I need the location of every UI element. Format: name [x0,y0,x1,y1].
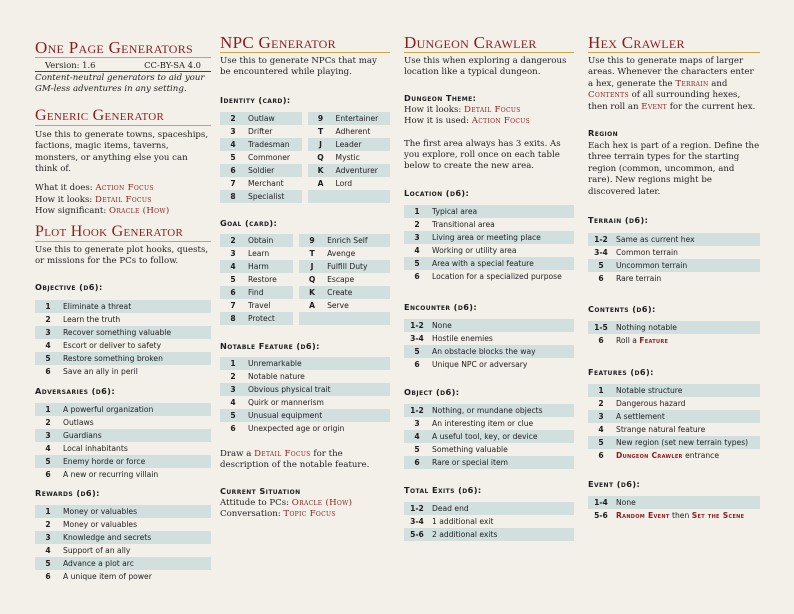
oracle-how-link[interactable]: Oracle (How) [109,206,170,217]
table-row: 3-4 Hostile enemies [410,333,493,343]
table-row: 4 A useful tool, key, or device [404,430,574,443]
table-row: 5 Restore something broken [35,352,211,365]
table-row: 6 Unexpected age or origin [230,423,345,433]
table-row: 5-6 Random Event then Set the Scene [594,511,745,521]
table-row: 7 Travel A Serve [230,300,349,310]
npc-intro: Use this to generate NPCs that may be encountered while playing. [220,56,377,78]
area-instruction: The first area always has 3 exits. As you explore, roll once on each table below to create the new area. [404,138,561,172]
exits-table [404,502,574,541]
location-heading: Location (d6): [404,187,470,198]
table-row: 1-2 Dead end [404,502,574,515]
table-row: 3 Knowledge and secrets [35,531,211,544]
table-row: 1-2 Nothing, or mundane objects [404,404,574,417]
table-row: 1-2 Same as current hex [588,233,760,246]
event-table [588,496,760,522]
plot-intro: Use this to generate plot hooks, quests, or missions for the PCs to follow. [35,244,209,267]
table-row: 6 A new or recurring villain [45,470,159,480]
encounter-table [404,319,574,371]
table-row: 2 Transitional area [414,219,495,229]
table-row: 1 Typical area [404,205,574,218]
table-row: 1 Notable structure [588,384,760,397]
contents-link[interactable]: Contents [588,90,629,101]
table-row: 6 Unique NPC or adversary [414,359,528,369]
table-row: 4 Tradesman J Leader [220,138,390,151]
npc-generator-title: NPC Generator [220,33,390,53]
table-row: 5 An obstacle blocks the way [404,345,574,358]
table-row: 3 Drifter T Adherent [230,126,371,136]
features-table [588,384,760,462]
hex-crawler-title: Hex Crawler [588,33,760,53]
table-row: 2 Learn the truth [45,315,121,325]
table-row: 5 Enemy horde or force [35,455,211,468]
table-row: 3 A settlement [588,410,760,423]
table-row: 5 Commoner Q Mystic [230,152,360,162]
tagline: Content-neutral generators to aid your GM-less adventures in any setting. [35,73,205,95]
table-row: 5 Area with a special feature [404,257,574,270]
draw-instruction: Draw a Detail Focus for the description of the notable feature. [220,448,370,471]
features-heading: Features (d6): [588,367,654,378]
contents-table [588,321,760,347]
dungeon-crawler-link[interactable]: Dungeon Crawler [616,451,683,461]
table-row: 3 Recover something valuable [35,326,211,339]
table-row: 6 A unique item of power [45,572,152,582]
goal-heading: Goal (card): [220,217,278,228]
goal-table [220,234,390,325]
table-row: 3 Obvious physical trait [220,383,390,396]
location-table [404,205,574,283]
table-row: 4 Support of an ally [45,546,131,556]
dungeon-intro: Use this when exploring a dangerous location like a typical dungeon. [404,56,567,78]
table-row: 1-4 None [588,496,760,509]
table-row: 6 Soldier K Adventurer [220,164,390,177]
event-link[interactable]: Event [641,101,667,112]
action-focus-link-dungeon[interactable]: Action Focus [471,116,531,127]
terrain-link[interactable]: Terrain [675,78,709,89]
table-row: 3-4 1 additional exit [410,516,494,526]
table-row: 6 Roll a Feature [598,336,669,346]
object-heading: Object (d6): [404,386,460,397]
adversaries-table [35,403,211,481]
terrain-heading: Terrain (d6): [588,215,649,226]
table-row: 1-2 None [404,319,574,332]
dungeon-crawler-title: Dungeon Crawler [404,33,574,53]
random-event-link[interactable]: Random Event [616,511,670,521]
table-row: 5 Unusual equipment [220,409,390,422]
table-row: 2 Outlaws [45,418,94,428]
table-row: 6 Rare or special item [404,456,574,469]
table-row: 4 Quirk or mannerism [230,397,324,407]
table-row: 5 Restore Q Escape [230,274,355,284]
feature-link[interactable]: Feature [639,336,669,346]
event-heading: Event (d6): [588,479,641,490]
plot-hook-title: Plot Hook Generator [35,222,211,242]
table-row: 1 Money or valuables [35,505,211,518]
objective-heading: Objective (d6): [35,282,103,293]
table-row: 3 Learn T Avenge [230,248,356,258]
feature-heading: Notable Feature (d6): [220,340,320,351]
table-row: 6 Find K Create [220,286,390,299]
region-heading: Region [588,128,619,139]
rewards-heading: Rewards (d6): [35,488,100,499]
set-the-scene-link[interactable]: Set the Scene [691,511,745,521]
generic-generator-title: Generic Generator [35,106,211,126]
version-label: Version: 1.6 [45,60,96,70]
table-row: 7 Merchant A Lord [230,178,353,188]
table-row: 1 Eliminate a threat [35,300,211,313]
table-row: 3 Living area or meeting place [404,231,574,244]
detail-focus-link-npc[interactable]: Detail Focus [254,448,311,459]
detail-focus-link-dungeon[interactable]: Detail Focus [464,104,521,115]
table-row: 4 Escort or deliver to safety [45,341,162,351]
feature-table [220,357,390,435]
contents-heading: Contents (d6): [588,304,656,315]
table-row: 1-5 Nothing notable [588,321,760,334]
object-table [404,404,574,469]
table-row: 4 Working or utility area [414,245,517,255]
identity-table [220,112,390,203]
table-row: 6 Location for a specialized purpose [414,271,562,281]
table-row: 4 Local inhabitants [45,444,128,454]
table-row: 5 New region (set new terrain types) [588,436,760,449]
table-row: 4 Strange natural feature [598,425,706,435]
table-row: 1 A powerful organization [35,403,211,416]
table-row: 5-6 2 additional exits [404,528,574,541]
table-row: 8 Protect [220,312,390,325]
table-row: 2 Obtain 9 Enrich Self [220,234,390,247]
table-row: 6 Save an ally in peril [45,367,138,377]
column-dungeon: Dungeon Crawler Use this when exploring a dangerous location like a typical dungeon. Dungeon Theme: How it looks: Detail Focus How it is used: Action Focus The first area always has 3 exits. As you explore, roll once on each table below to create the new area. Location (d6): 1 Typical area 2 Transitional area 3 Living area or meeting place 4 Working or utility area 5 Area with a special feature 6 Location for a specialized purpose Encounter (d6): 1-2 None 3-4 Hostile enemies 5 An obstacle blocks the way 6 Unique NPC or adversary Object (d6): 1-2 Nothing, or mundane objects 3 An interesting item or clue 4 A useful tool, key, or device 5 Something valuable 6 Rare or special item Total Exits (d6): 1-2 Dead end 3-4 1 additional exit 5-6 2 additional exits [404,30,574,541]
oracle-how-link-npc[interactable]: Oracle (How) [291,497,353,508]
terrain-table [588,233,760,285]
table-row: 5 Uncommon terrain [588,259,760,272]
generic-intro: Use this to generate towns, spaceships, factions, magic items, taverns, monsters, or anything else you can think of. [35,129,209,175]
table-row: 5 Something valuable [414,444,508,454]
table-row: 6 Dungeon Crawler entrance [598,451,720,461]
identity-heading: Identity (card): [220,94,291,105]
topic-focus-link[interactable]: Topic Focus [283,509,336,520]
table-row: 3-4 Common terrain [594,248,678,258]
table-row: 5 Advance a plot arc [35,557,211,570]
table-row: 8 Specialist [220,190,390,203]
table-row: 3 An interesting item or clue [414,418,534,428]
objective-table [35,300,211,378]
table-row: 2 Dangerous hazard [598,399,686,409]
page-title: One Page Generators [35,38,211,58]
action-focus-link[interactable]: Action Focus [95,183,154,194]
table-row: 2 Notable nature [230,371,305,381]
detail-focus-link[interactable]: Detail Focus [95,194,152,205]
table-row: 1 Unremarkable [220,357,390,370]
table-row: 4 Harm J Fulfill Duty [220,260,390,273]
total-exits-heading: Total Exits (d6): [404,484,482,495]
current-situation-heading: Current Situation [220,485,301,496]
encounter-heading: Encounter (d6): [404,301,478,312]
table-row: 2 Money or valuables [45,520,138,530]
rewards-table [35,505,211,583]
license-label: CC-BY-SA 4.0 [144,60,201,70]
region-text: Each hex is part of a region. Define the three terrain types for the starting region (common, uncommon, and rare). New regions might be discovered later. [588,141,760,197]
table-row: 2 Outlaw 9 Entertainer [220,112,390,125]
adversaries-heading: Adversaries (d6): [35,386,116,397]
hex-intro: Use this to generate maps of larger areas. Whenever the characters enter a hex, generate the Terrain and Contents of all surrounding hexes, then roll an Event for the current hex. [588,56,756,112]
column-hex [588,30,760,522]
column-generic: One Page Generators Version: 1.6 CC-BY-SA 4.0 Content-neutral generators to aid your GM-less adventures in any setting. Generic Generator Use this to generate towns, spaceships, factions, magic items, taverns, monsters, or anything else you can think of. What it does: Action Focus How it looks: Detail Focus How significant: Oracle (How) Plot Hook Generator Use this to generate plot hooks, quests, or missions for the PCs to follow. Objective (d6): 1 Eliminate a threat 2 Learn the truth 3 Recover something valuable 4 Escort or deliver to safety 5 Restore something broken 6 Save an ally in peril Adversaries (d6): 1 A powerful organization 2 Outlaws 3 Guardians 4 Local inhabitants 5 Enemy horde or force 6 A new or recurring villain Rewards (d6): 1 Money or valuables 2 Money or valuables 3 Knowledge and secrets 4 Support of an ally 5 Advance a plot arc 6 A unique item of power [35,30,211,583]
dungeon-theme-heading: Dungeon Theme: [404,92,477,103]
table-row: 3 Guardians [35,429,211,442]
column-npc: NPC Generator Use this to generate NPCs that may be encountered while playing. Identity (card): 2 Outlaw 9 Entertainer 3 Drifter T Adherent 4 Tradesman J Leader 5 Commoner Q Mystic 6 Soldier K Adventurer 7 Merchant A Lord 8 Specialist Goal (card): 2 Obtain 9 Enrich Self 3 Learn T Avenge 4 Harm J Fulfill Duty 5 Restore Q Escape 6 Find K Create 7 Travel A Serve 8 Protect Notable Feature (d6): 1 Unremarkable 2 Notable nature 3 Obvious physical trait 4 Quirk or mannerism 5 Unusual equipment 6 Unexpected age or origin Draw a Detail Focus for the description of the notable feature. Current Situation Attitude to PCs: Oracle (How) Conversation: Topic Focus [220,30,390,520]
table-row: 6 Rare terrain [598,274,662,284]
